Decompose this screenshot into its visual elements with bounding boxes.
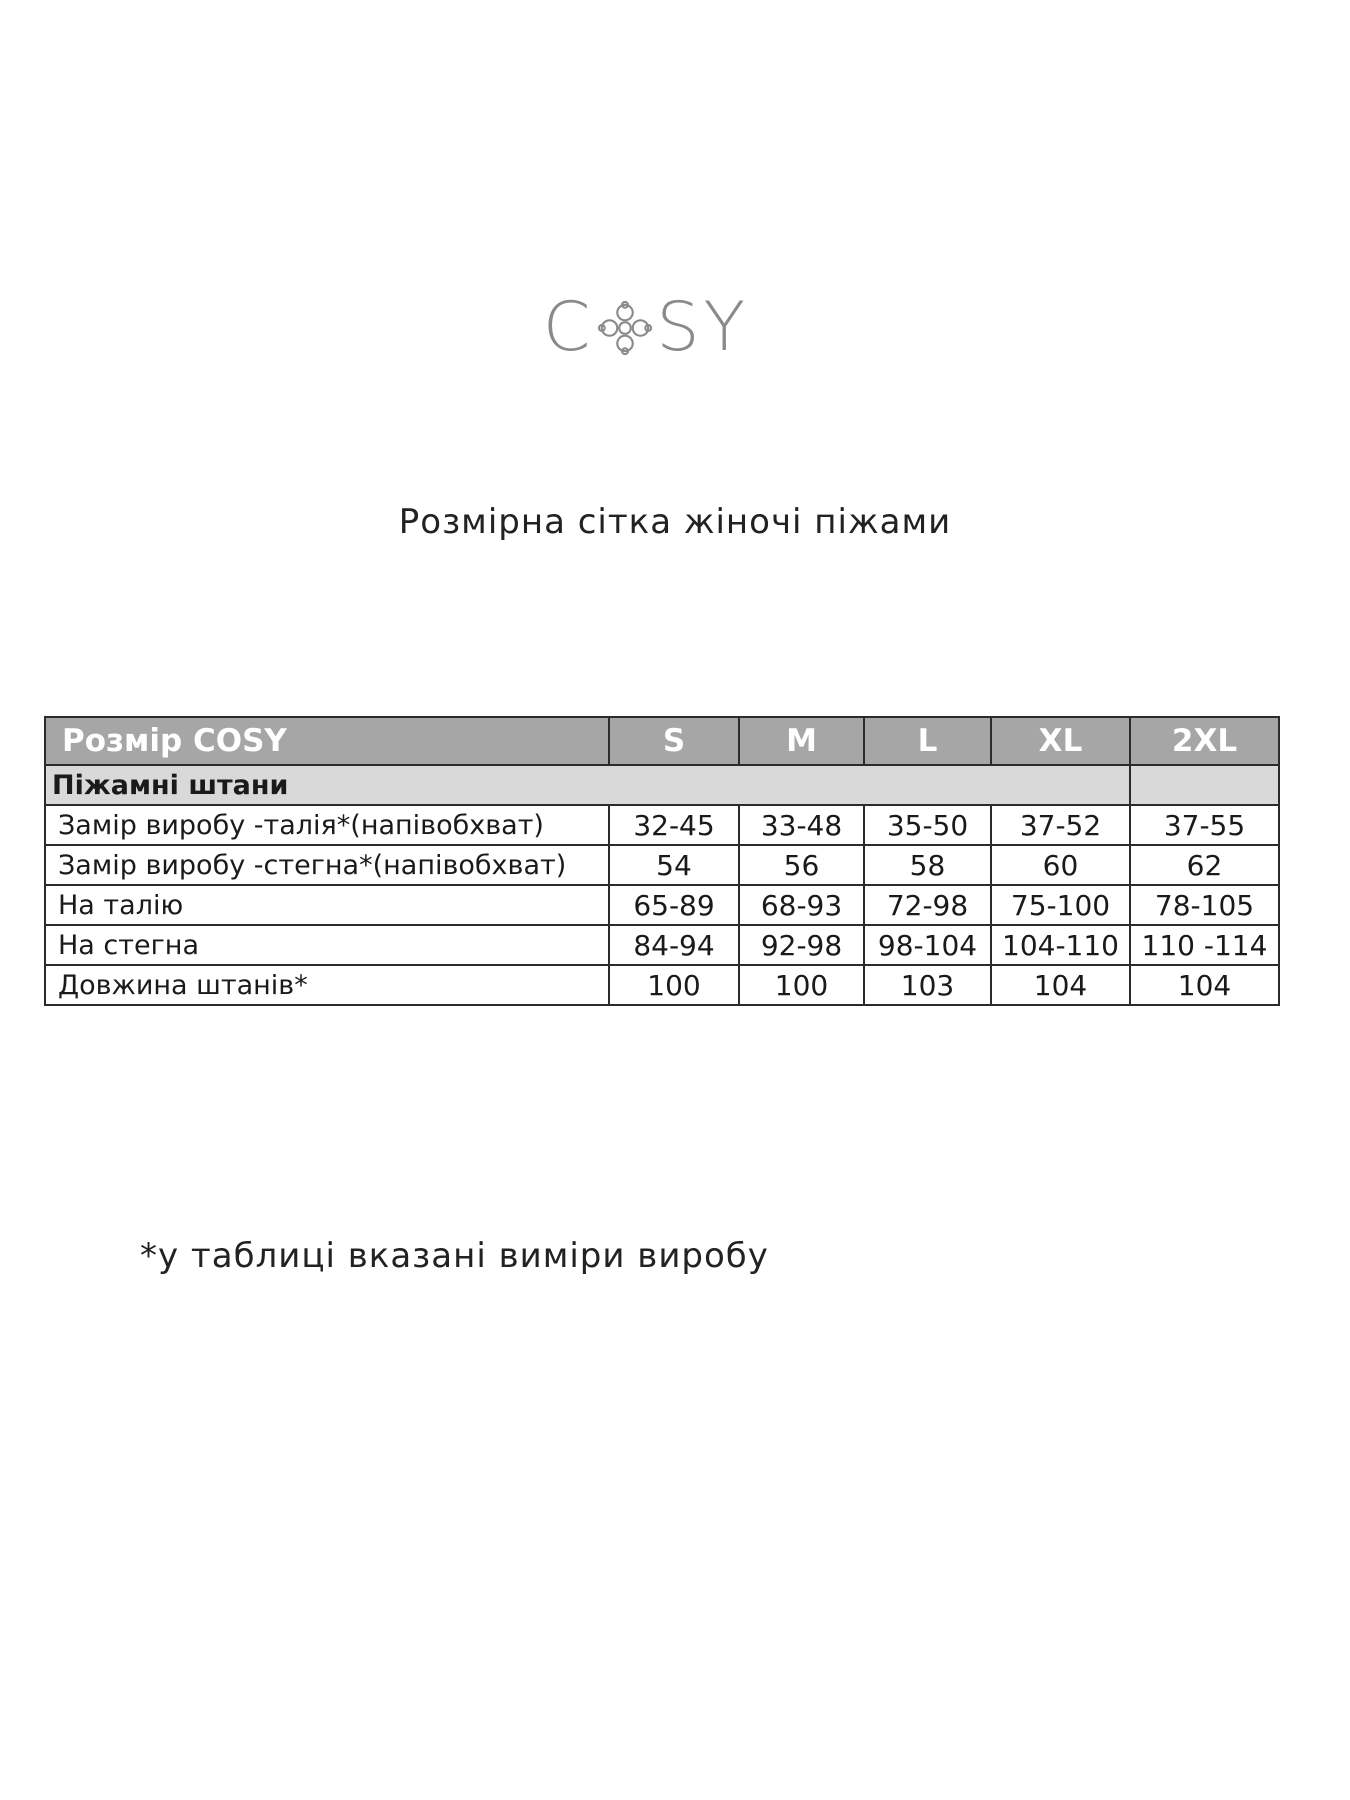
page-title: Розмірна сітка жіночі піжами: [398, 502, 952, 542]
table-cell: 104: [991, 965, 1130, 1005]
table-row: [45, 965, 1279, 1005]
table-cell: 104: [1130, 965, 1279, 1005]
table-cell: 78-105: [1130, 885, 1279, 925]
table-cell: 62: [1130, 845, 1279, 885]
table-cell: 84-94: [609, 925, 739, 965]
table-cell: 100: [739, 965, 864, 1005]
table-cell: 37-52: [991, 805, 1130, 845]
section-empty-cell: [1130, 765, 1279, 805]
table-cell: 32-45: [609, 805, 739, 845]
header-size-xl: XL: [991, 717, 1130, 765]
header-size-l: L: [864, 717, 991, 765]
row-label: На стегна: [45, 925, 609, 965]
row-label: Довжина штанів*: [45, 965, 609, 1005]
table-cell: 75-100: [991, 885, 1130, 925]
table-cell: 35-50: [864, 805, 991, 845]
table-cell: 56: [739, 845, 864, 885]
logo-knot-icon: [596, 299, 654, 357]
table-row: [45, 885, 1279, 925]
table-cell: 60: [991, 845, 1130, 885]
table-cell: 33-48: [739, 805, 864, 845]
size-table: [44, 716, 1280, 1006]
footnote: *у таблиці вказані виміри виробу: [140, 1236, 769, 1276]
table-cell: 100: [609, 965, 739, 1005]
table-header-row: [45, 717, 1279, 765]
table-cell: 98-104: [864, 925, 991, 965]
header-size-m: M: [739, 717, 864, 765]
row-label: Замір виробу -стегна*(напівобхват): [45, 845, 609, 885]
table-row: [45, 805, 1279, 845]
table-cell: 37-55: [1130, 805, 1279, 845]
brand-logo: [516, 290, 776, 366]
table-cell: 65-89: [609, 885, 739, 925]
row-label: Замір виробу -талія*(напівобхват): [45, 805, 609, 845]
table-cell: 72-98: [864, 885, 991, 925]
table-cell: 92-98: [739, 925, 864, 965]
logo-letters-sy: SY: [656, 288, 750, 367]
header-size-label: Розмір COSY: [45, 717, 609, 765]
section-row: [45, 765, 1279, 805]
header-size-2xl: 2XL: [1130, 717, 1279, 765]
row-label: На талію: [45, 885, 609, 925]
table-row: [45, 925, 1279, 965]
table-cell: 54: [609, 845, 739, 885]
table-cell: 58: [864, 845, 991, 885]
header-size-s: S: [609, 717, 739, 765]
logo-letter-c: C: [542, 288, 595, 367]
table-cell: 103: [864, 965, 991, 1005]
section-label: Піжамні штани: [45, 765, 1130, 805]
table-cell: 110 -114: [1130, 925, 1279, 965]
table-cell: 68-93: [739, 885, 864, 925]
table-row: [45, 845, 1279, 885]
table-cell: 104-110: [991, 925, 1130, 965]
